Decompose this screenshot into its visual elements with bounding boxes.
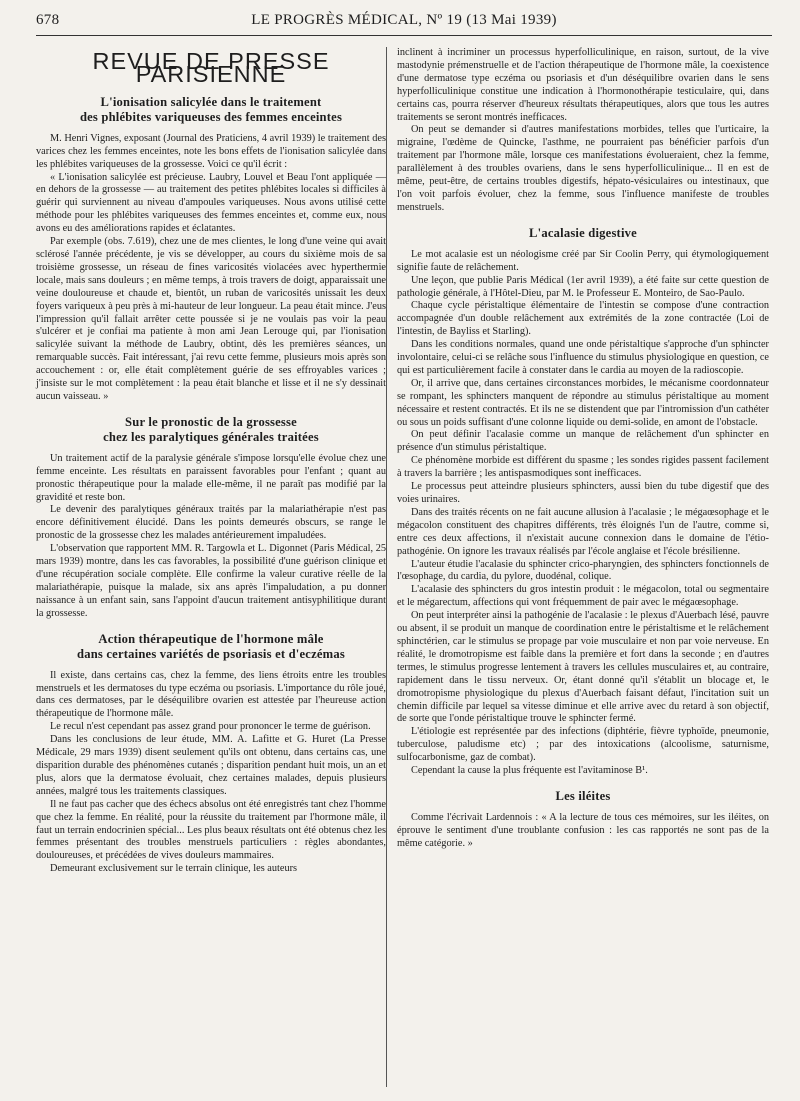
paragraph: Ce phénomène morbide est différent du spasme ; les sondes rigides passent facilement à travers la barrière ; les antispasmodiques sont inefficaces.	[397, 455, 769, 480]
article-title-line: des phlébites variqueuses des femmes enceintes	[79, 109, 343, 124]
paragraph: Comme l'écrivait Lardennois : « A la lecture de tous ces mémoires, sur les iléites, on éprouve le sentiment d'une troublante confusion : les cas rapportés ne sont pas de la même catégorie. »	[397, 811, 769, 849]
article-title-acalasie: L'acalasie digestive	[529, 225, 637, 240]
paragraph: M. Henri Vignes, exposant (Journal des Praticiens, 4 avril 1939) le traitement des varices chez les femmes enceintes, note les bons effets de l'ionisation salicylée dans les phlébites variqueuses de la grossesse. Voici ce qu'il écrit :	[36, 132, 386, 170]
article-title-pronostic	[36, 415, 386, 445]
article-title-line: L'ionisation salicylée dans le traitement	[100, 94, 322, 109]
paragraph: On peut définir l'acalasie comme un manque de relâchement d'un sphincter en présence d'un stimulus péristaltique.	[397, 429, 769, 454]
paragraph: Il ne faut pas cacher que des échecs absolus ont été enregistrés tant chez l'homme que chez la femme. En réalité, pour la réussite du traitement par l'hormone mâle, il faut un terrain endocrinien spécial... Les plus beaux résultats ont été obtenus chez les femmes présentant des troubles menstruels particuliers : règles abondantes, douloureuses, et précédées de vives douleurs mammaires.	[36, 798, 386, 862]
paragraph: « L'ionisation salicylée est précieuse. Laubry, Louvel et Beau l'ont appliquée — en dehors de la grossesse — au traitement des petites phlébites locales si difficiles à guérir qui surviennent au niveau d'ampoules variqueuses. Nous avons utilisé cette méthode pour les phlébites variqueuses des femmes enceintes et, comme eux, nous avons eu des améliorations rapides et éclatantes.	[36, 171, 386, 235]
left-column	[36, 47, 386, 876]
paragraph: Le devenir des paralytiques généraux traités par la malariathérapie n'est pas encore définitivement élucidé. Dans les points demeurés obscurs, se range le pronostic de la grossesse chez les malades antérieurement impaludées.	[36, 504, 386, 542]
paragraph: Dans les conditions normales, quand une onde péristaltique s'approche d'un sphincter involontaire, celui-ci se relâche sous l'influence du stimulus physiologique en question, ce qui est particulièrement facile à constater dans le cardia au moyen de la radioscopie.	[397, 339, 769, 376]
paragraph: On peut interpréter ainsi la pathogénie de l'acalasie : le plexus d'Auerbach lésé, pauvre ou absent, il se produit un manque de coordination entre le péristaltisme et le relâchement sphinctérien, car le stimulus se propage par voie musculaire et non par voie nerveuse. En réalité, le dromotropisme est faible dans la première et fort dans la seconde ; en d'autres termes, le stimulus progresse lentement à travers les cellules musculaires et, au contraire, rapidement dans le tissu nerveux. Or, étant donné qu'il s'établit un blocage et, le dromotropisme physiologique du plexus d'Auerbach faisant défaut, l'incitation suit un chemin difficile par lequel sa vitesse diminue et elle arrive avec du retard à son objectif, de sorte que l'onde péristaltique trouve le sphincter fermé.	[397, 610, 769, 725]
paragraph: Il existe, dans certains cas, chez la femme, des liens étroits entre les troubles menstruels et les dermatoses du type eczéma ou psoriasis. L'importance du rôle joué, dans ces dermatoses, par le déséquilibre ovarien est attestée par l'heureuse action thérapeutique de l'hormone mâle.	[36, 669, 386, 720]
paragraph: Le processus peut atteindre plusieurs sphincters, aussi bien du tube digestif que des voies urinaires.	[397, 481, 769, 505]
paragraph: Un traitement actif de la paralysie générale s'impose lorsqu'elle évolue chez une femme enceinte. Les résultats en paraissent favorables pour l'enfant ; quant au pronostic thérapeutique pour la malade elle-même, il ne paraît pas modifié par la gravidité et reste bon.	[36, 452, 386, 503]
page-header	[36, 10, 772, 32]
column-divider	[386, 47, 387, 1087]
paragraph: inclinent à incriminer un processus hyperfolliculinique, en raison, surtout, de la vive mastodynie prémenstruelle et de l'action thérapeutique de l'hormone mâle, la coexistence d'une dermatose type eczéma ou psoriasis et d'un déséquilibre ovarien dans le sens hyperfolliculinique constitue une indication à l'hormonothérapie testiculaire, qui, dans certains cas, pourra réserver d'heureux résultats thérapeutiques, alors que tous les autres traitements se seront montrés inefficaces.	[397, 47, 769, 123]
article-title-line: Action thérapeutique de l'hormone mâle	[98, 631, 324, 646]
right-column	[397, 47, 769, 851]
paragraph: Le recul n'est cependant pas assez grand pour prononcer le terme de guérison.	[50, 721, 371, 733]
paragraph: On peut se demander si d'autres manifestations morbides, telles que l'urticaire, la migraine, l'œdème de Quincke, l'asthme, ne pourraient pas bénéficier parfois d'un traitement par l'hormone mâle, lorsque ces manifestations évolueraient, chez la femme, parallèlement à des troubles ovariens, dans le sens hyperfolliculinique... Il en est de même, peut-être, de certains troubles digestifs, hépato-vésiculaires ou intestinaux, que l'on voit parfois évoluer, chez la femme, sous l'influence manifeste de troubles menstruels.	[397, 124, 769, 213]
paragraph: Par exemple (obs. 7.619), chez une de mes clientes, le long d'une veine qui avait sclérosé l'année précédente, je vis se développer, au cours du sixième mois de sa troisième grossesse, un réseau de fines varicosités violacées avec hyperthermie locale, mais sans douleurs ; en même temps, à trois travers de doigt, apparaissait une veine douloureuse et chaude et, bientôt, un ruban de varicosités unissait les deux foyers variqueux à peu près à mi-hauteur de leur longueur. La peau était mince. J'eus l'impression qu'il fallait arrêter cette poussée si je ne voulais pas voir la peau s'ulcérer et je confiai ma patiente à mon ami Jean Lerouge qui, par l'ionisation salicylée suivant la méthode de Laubry, obtint, dès les premières séances, un remarquable succès. Fait intéressant, j'ai revu cette femme, plusieurs mois après son accouchement : or, elle était complètement guérie de ses effroyables varices ; j'insiste sur le mot complètement : la peau était blanche et lisse et il ne s'y dessinait aucun vaisseau. »	[36, 236, 386, 402]
page-number: 678	[36, 12, 60, 28]
paragraph: L'auteur étudie l'acalasie du sphincter crico-pharyngien, des sphincters fonctionnels de l'œsophage, du cardia, du pylore, duodénal, colique.	[397, 558, 769, 583]
section-title: REVUE DE PRESSE PARISIENNE	[92, 48, 330, 87]
paragraph: L'acalasie des sphincters du gros intestin produit : le mégacolon, total ou segmentaire et le mégarectum, affections qui vont fréquemment de pair avec le mégaœsophage.	[397, 584, 769, 609]
header-rule	[36, 35, 772, 36]
article-title-line: chez les paralytiques générales traitées	[103, 429, 319, 444]
article-title-line: dans certaines variétés de psoriasis et d'eczémas	[77, 646, 345, 661]
article-title-ileites: Les iléites	[555, 788, 611, 803]
paragraph: Le mot acalasie est un néologisme créé par Sir Coolin Perry, qui étymologiquement signifie faute de relâchement.	[397, 248, 769, 273]
paragraph: Chaque cycle péristaltique élémentaire de l'intestin se compose d'une contraction accompagnée d'un double relâchement aux extrémités de la zone contractée (Loi de l'intestin, de Bayliss et Starling).	[397, 300, 769, 338]
paragraph: L'observation que rapportent MM. R. Targowla et L. Digonnet (Paris Médical, 25 mars 1939) montre, dans les cas favorables, la possibilité d'une guérison clinique et d'une récupération sociale complète. Elle confirme la valeur curative réelle de la malariathérapie, puisque la malade, six ans après l'impaludation, a pu donner naissance à un enfant sain, sans l'appoint d'aucun traitement antisyphilitique durant la grossesse.	[36, 543, 386, 619]
paragraph: L'étiologie est représentée par des infections (diphtérie, fièvre typhoïde, pneumonie, tuberculose, paludisme etc) ; par des intoxications (alcoolisme, saturnisme, sulfocarbonisme, gaz de combat).	[397, 726, 769, 764]
article-title-ionisation	[36, 95, 386, 125]
running-title: LE PROGRÈS MÉDICAL, Nº 19 (13 Mai 1939)	[251, 12, 557, 28]
paragraph: Une leçon, que publie Paris Médical (1er avril 1939), a été faite sur cette question de pathologie générale, à l'Hôtel-Dieu, par M. le Professeur E. Monteiro, de Sao-Paulo.	[397, 274, 769, 299]
article-title-line: Sur le pronostic de la grossesse	[125, 414, 297, 429]
article-title-hormone	[36, 632, 386, 662]
paragraph: Cependant la cause la plus fréquente est l'avitaminose B¹.	[411, 765, 648, 777]
paragraph: Demeurant exclusivement sur le terrain clinique, les auteurs	[50, 863, 298, 875]
paragraph: Dans les conclusions de leur étude, MM. A. Lafitte et G. Huret (La Presse Médicale, 29 mars 1939) disent seulement qu'ils ont obtenu, dans certains cas, une disparition durable des phénomènes cutanés ; disparition pendant huit mois, un an et plus, alors que la dermatose évoluait, chez certaines malades, depuis plusieurs années, malgré tous les traitements classiques.	[36, 734, 386, 797]
paragraph: Or, il arrive que, dans certaines circonstances morbides, le mécanisme coordonnateur se rompant, les sphincters manquent de répondre au stimulus péristaltique au moment nécessaire et restent contractés. Et ils ne se distendent que par l'intromission d'un cathéter ou sous un poids suffisant d'une colonne liquide ou demi-solide, en amont de l'obstacle.	[397, 377, 769, 428]
paragraph: Dans des traités récents on ne fait aucune allusion à l'acalasie ; le mégaœsophage et le mégacolon constituent des chapitres différents, très éloignés l'un de l'autre, comme si, entre ces deux affections, il n'existait aucune connexion dans le domaine de l'étio-pathogénie. On ignore les travaux réalisés par l'école anglaise et l'école brésilienne.	[397, 506, 769, 557]
